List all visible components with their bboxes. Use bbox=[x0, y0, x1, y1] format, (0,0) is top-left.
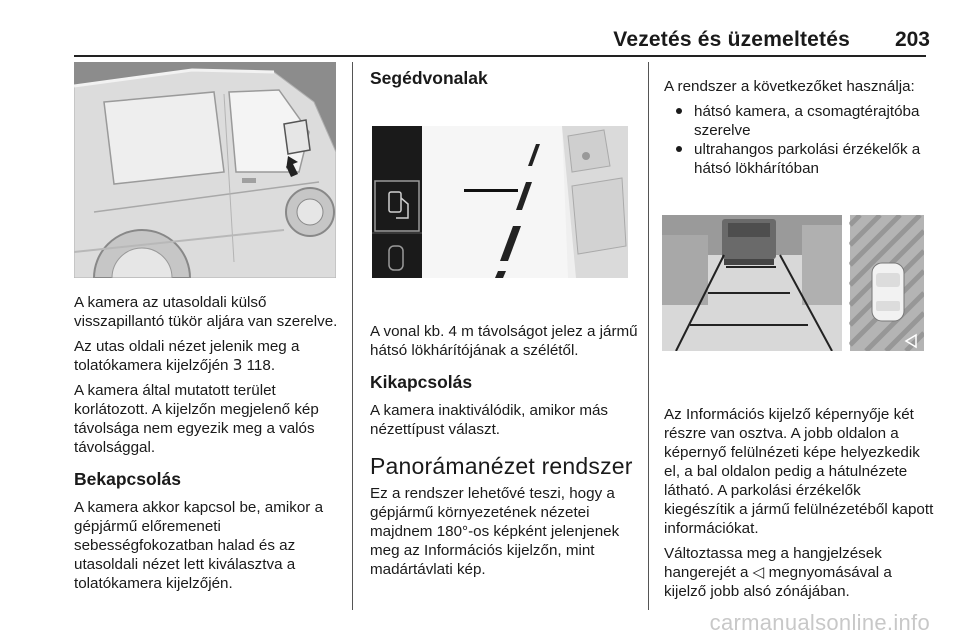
volume-text-after: megnyomásával a kijelző jobb alsó zónájában. bbox=[664, 564, 892, 600]
activation-paragraph: A kamera akkor kapcsol be, amikor a gépjármű előremeneti sebességfokozatban halad és az utasoldali nézet lett kiválasztva a tolatókamera kijelzőjén. bbox=[74, 499, 324, 592]
passenger-view-paragraph bbox=[74, 337, 346, 375]
volume-triangle-icon: ◁ bbox=[752, 563, 765, 581]
page-reference-icon: 3 bbox=[232, 356, 243, 374]
heading-kikapcsolas: Kikapcsolás bbox=[370, 372, 473, 392]
middle-column bbox=[370, 322, 642, 585]
split-display-paragraph: Az Információs kijelző képernyője két részre van osztva. A jobb oldalon a képernyő felülnézeti képe helyezkedik el, a bal oldalon pedig a hátulnézete látható. A parkolási érzékelők kiegészítik a jármű felülnézetéből kapott információkat. bbox=[664, 406, 934, 537]
right-column-top bbox=[664, 77, 934, 178]
list-item: ultrahangos parkolási érzékelők a hátsó lökhárítóban bbox=[664, 140, 934, 178]
running-header-title: Vezetés és üzemeltetés bbox=[613, 28, 850, 51]
watermark: carmanualsonline.info bbox=[709, 610, 930, 635]
heading-bekapcsolas: Bekapcsolás bbox=[74, 469, 182, 489]
passenger-view-text: Az utas oldali nézet jelenik meg a tolatókamera kijelzőjén bbox=[74, 338, 300, 374]
panorama-split-display bbox=[662, 215, 924, 351]
deactivation-paragraph: A kamera inaktiválódik, amikor más nézettípust választ. bbox=[370, 402, 609, 438]
system-uses-intro: A rendszer a következőket használja: bbox=[664, 78, 915, 95]
right-column bbox=[664, 405, 934, 607]
middle-column-top bbox=[370, 68, 632, 97]
left-column bbox=[74, 293, 346, 599]
limited-area-paragraph: A kamera által mutatott terület korlátozott. A kijelzőn megjelenő kép távolsága nem egyezik meg a valós távolsággal. bbox=[74, 382, 319, 456]
list-item: hátsó kamera, a csomagtérajtóba szerelve bbox=[664, 102, 934, 140]
header-rule bbox=[74, 55, 926, 57]
guideline-camera-display bbox=[372, 126, 628, 278]
guideline-distance-paragraph: A vonal kb. 4 m távolságot jelez a jármű hátsó lökhárítójának a szélétől. bbox=[370, 323, 638, 359]
heading-panoramanezet-rendszer: Panorámanézet rendszer bbox=[370, 453, 633, 479]
column-divider-left bbox=[352, 62, 353, 610]
system-component-list bbox=[664, 102, 934, 178]
page-number: 203 bbox=[894, 28, 930, 51]
van-side-camera-illustration bbox=[74, 62, 336, 278]
volume-text: Változtassa meg a hangjelzések hangerejét a bbox=[664, 545, 882, 581]
camera-location-caption: A kamera az utasoldali külső visszapillantó tükör aljára van szerelve. bbox=[74, 294, 338, 330]
page-reference-number: 118. bbox=[242, 357, 276, 374]
heading-segedvonalak: Segédvonalak bbox=[370, 68, 488, 88]
volume-paragraph bbox=[664, 544, 934, 601]
column-divider-right bbox=[648, 62, 649, 610]
panorama-description-paragraph: Ez a rendszer lehetővé teszi, hogy a gépjármű környezetének nézetei majdnem 180°-os képként jelenjenek meg az Információs kijelzőn, mint madártávlati kép. bbox=[370, 485, 620, 578]
